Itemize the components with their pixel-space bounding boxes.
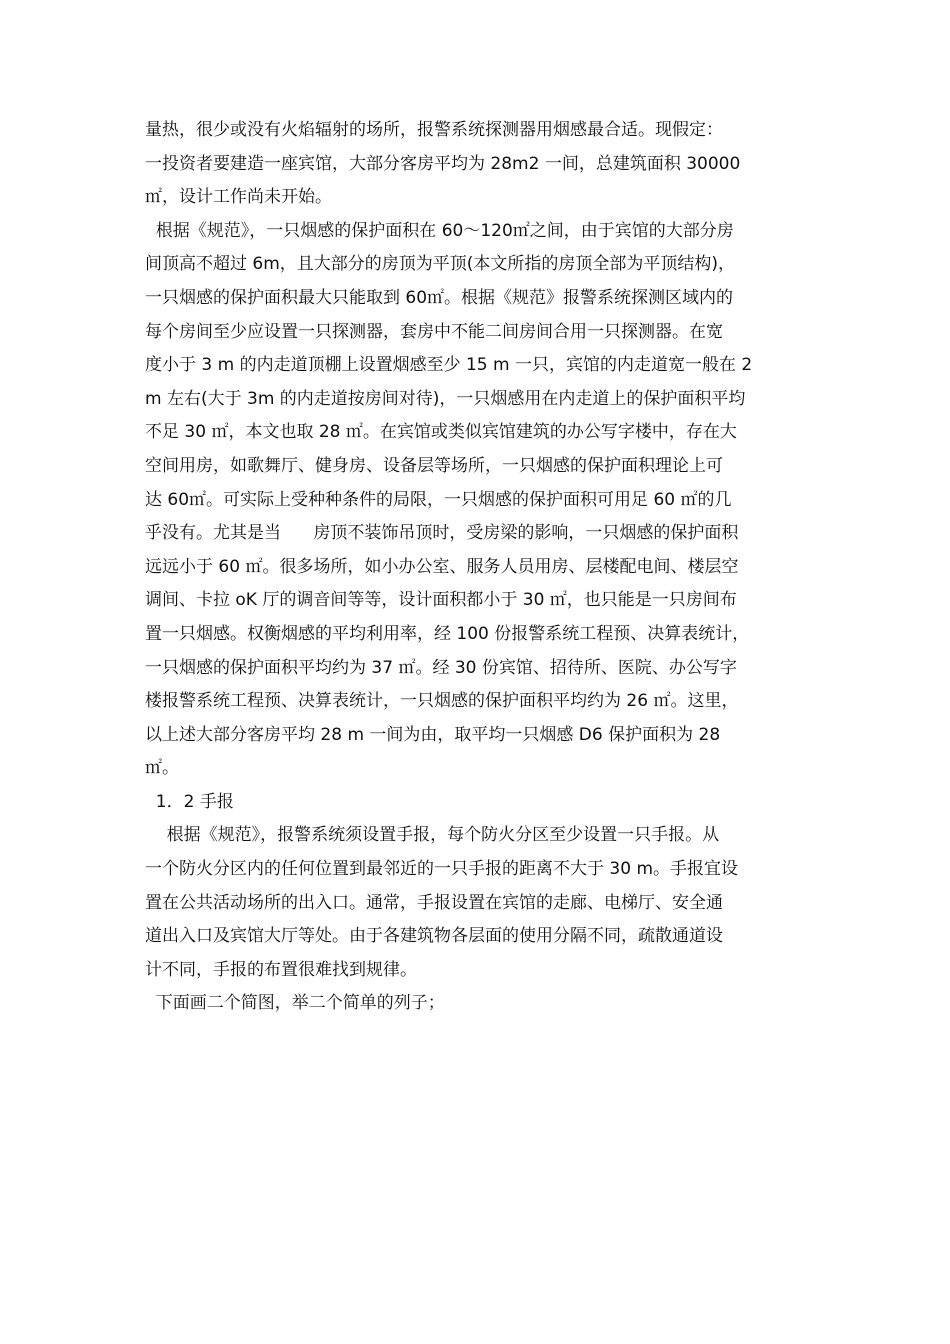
text-line: 不足 30 ㎡，本文也取 28 ㎡。在宾馆或类似宾馆建筑的办公写字楼中，存在大 <box>145 422 737 443</box>
text-line: 一个防火分区内的任何位置到最邻近的一只手报的距离不大于 30 m。手报宜设 <box>145 859 738 880</box>
text-line: 根据《规范》，一只烟感的保护面积在 60～120㎡之间，由于宾馆的大部分房 <box>145 220 734 241</box>
text-line: 达 60㎡。可实际上受种种条件的局限，一只烟感的保护面积可用足 60 ㎡的几 <box>145 489 732 510</box>
text-line: 空间用房，如歌舞厅、健身房、设备层等场所，一只烟感的保护面积理论上可 <box>145 455 723 476</box>
text-line: 度小于 3 m 的内走道顶棚上设置烟感至少 15 m 一只，宾馆的内走道宽一般在 2 <box>145 355 753 376</box>
document-body <box>145 114 815 1021</box>
text-line: 远远小于 60 ㎡。很多场所，如小办公室、服务人员用房、层楼配电间、楼层空 <box>145 556 739 577</box>
text-line: 一只烟感的保护面积平均约为 37 ㎡。经 30 份宾馆、招待所、医院、办公写字 <box>145 657 737 678</box>
text-line: m 左右(大于 3m 的内走道按房间对待)，一只烟感用在内走道上的保护面积平均 <box>145 388 746 409</box>
section-heading: 1．2 手报 <box>145 791 234 812</box>
text-line: ㎡，设计工作尚未开始。 <box>145 187 332 208</box>
text-line: 计不同，手报的布置很难找到规律。 <box>145 959 417 980</box>
text-line: 下面画二个简图，举二个简单的列子； <box>145 993 445 1014</box>
text-line: 调间、卡拉 oK 厅的调音间等等，设计面积都小于 30 ㎡，也只能是一只房间布 <box>145 590 737 611</box>
text-line: 乎没有。尤其是当 房顶不装饰吊顶时，受房梁的影响，一只烟感的保护面积 <box>145 523 739 544</box>
text-line: 一只烟感的保护面积最大只能取到 60㎡。根据《规范》报警系统探测区域内的 <box>145 287 734 308</box>
text-line: 根据《规范》，报警系统须设置手报，每个防火分区至少设置一只手报。从 <box>145 825 720 846</box>
text-line: 每个房间至少应设置一只探测器，套房中不能二间房间合用一只探测器。在宽 <box>145 321 723 342</box>
text-line: 道出入口及宾馆大厅等处。由于各建筑物各层面的使用分隔不同，疏散通道设 <box>145 926 723 947</box>
text-line: 以上述大部分客房平均 28 m 一间为由，取平均一只烟感 D6 保护面积为 28 <box>145 724 721 745</box>
text-line: 量热，很少或没有火焰辐射的场所，报警系统探测器用烟感最合适。现假定： <box>145 120 723 140</box>
text-line: 楼报警系统工程预、决算表统计，一只烟感的保护面积平均约为 26 ㎡。这里， <box>145 691 739 712</box>
text-line: ㎡。 <box>145 758 179 779</box>
text-line: 间顶高不超过 6m，且大部分的房顶为平顶(本文所指的房顶全部为平顶结构)， <box>145 254 736 275</box>
text-line: 一投资者要建造一座宾馆，大部分客房平均为 28m2 一间，总建筑面积 30000 <box>145 153 741 174</box>
text-line: 置一只烟感。权衡烟感的平均利用率，经 100 份报警系统工程预、决算表统计， <box>145 623 750 644</box>
text-line: 置在公共活动场所的出入口。通常，手报设置在宾馆的走廊、电梯厅、安全通 <box>145 892 723 913</box>
